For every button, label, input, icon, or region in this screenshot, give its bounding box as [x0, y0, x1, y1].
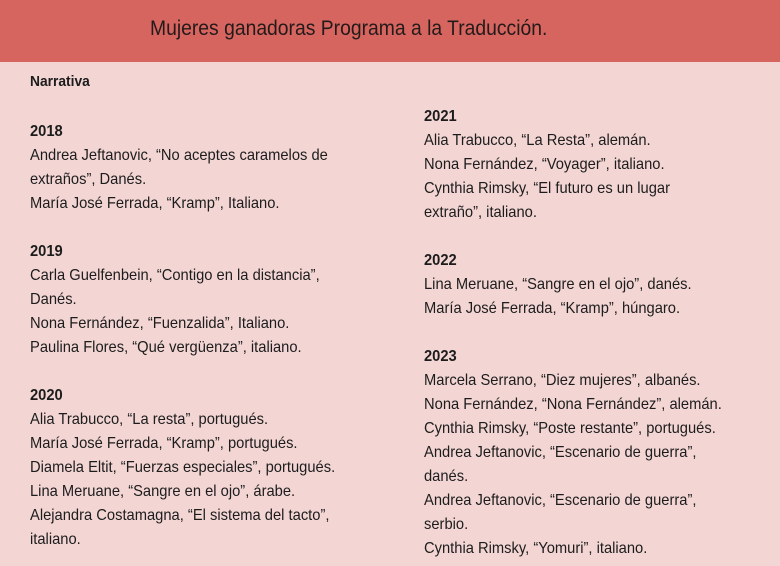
- spacer: [424, 321, 764, 345]
- spacer: [30, 216, 370, 240]
- year-heading: 2023: [424, 348, 457, 365]
- year-heading: 2018: [30, 123, 63, 140]
- entry-line: María José Ferrada, “Kramp”, Italiano.: [30, 195, 280, 212]
- year-heading: 2022: [424, 252, 457, 269]
- category-heading: Narrativa: [30, 73, 90, 90]
- right-column: [424, 105, 764, 561]
- year-heading: 2021: [424, 108, 457, 125]
- entry-line: Danés.: [30, 291, 77, 308]
- entry-line: Cynthia Rimsky, “Poste restante”, portugués.: [424, 420, 716, 437]
- year-section-2023: [424, 345, 764, 561]
- year-heading: 2019: [30, 243, 63, 260]
- entry-line: Diamela Eltit, “Fuerzas especiales”, portugués.: [30, 459, 336, 476]
- entry-line: Marcela Serrano, “Diez mujeres”, albanés.: [424, 372, 701, 389]
- spacer: [30, 360, 370, 384]
- year-section-2018: [30, 120, 370, 216]
- year-section-2021: [424, 105, 764, 225]
- left-column: [30, 72, 370, 552]
- entry-line: Nona Fernández, “Voyager”, italiano.: [424, 156, 665, 173]
- entry-line: María José Ferrada, “Kramp”, portugués.: [30, 435, 298, 452]
- page-title: Mujeres ganadoras Programa a la Traducción.: [150, 17, 548, 40]
- entry-line: Alejandra Costamagna, “El sistema del tacto”,: [30, 507, 330, 524]
- entry-line: extraños”, Danés.: [30, 171, 147, 188]
- entry-line: Alia Trabucco, “La Resta”, alemán.: [424, 132, 651, 149]
- year-heading: 2020: [30, 387, 63, 404]
- spacer: [30, 92, 370, 120]
- entry-line: Nona Fernández, “Nona Fernández”, alemán.: [424, 396, 722, 413]
- entry-line: extraño”, italiano.: [424, 204, 537, 221]
- spacer: [424, 225, 764, 249]
- entry-line: Paulina Flores, “Qué vergüenza”, italiano.: [30, 339, 302, 356]
- title-banner: [0, 0, 780, 62]
- entry-line: Lina Meruane, “Sangre en el ojo”, árabe.: [30, 483, 296, 500]
- entry-line: Lina Meruane, “Sangre en el ojo”, danés.: [424, 276, 692, 293]
- entry-line: Carla Guelfenbein, “Contigo en la distancia”,: [30, 267, 320, 284]
- entry-line: Alia Trabucco, “La resta”, portugués.: [30, 411, 269, 428]
- entry-line: Andrea Jeftanovic, “Escenario de guerra”, serbio.: [424, 492, 697, 533]
- entry-line: italiano.: [30, 531, 81, 548]
- year-section-2019: [30, 240, 370, 360]
- entry-line: María José Ferrada, “Kramp”, húngaro.: [424, 300, 681, 317]
- entry-line: Andrea Jeftanovic, “Escenario de guerra”, danés.: [424, 444, 697, 485]
- entry-line: Cynthia Rimsky, “Yomuri”, italiano.: [424, 540, 648, 557]
- entry-line: Andrea Jeftanovic, “No aceptes caramelos de: [30, 147, 328, 164]
- year-section-2022: [424, 249, 764, 321]
- year-section-2020: [30, 384, 370, 552]
- entry-line: Cynthia Rimsky, “El futuro es un lugar: [424, 180, 670, 197]
- entry-line: Nona Fernández, “Fuenzalida”, Italiano.: [30, 315, 290, 332]
